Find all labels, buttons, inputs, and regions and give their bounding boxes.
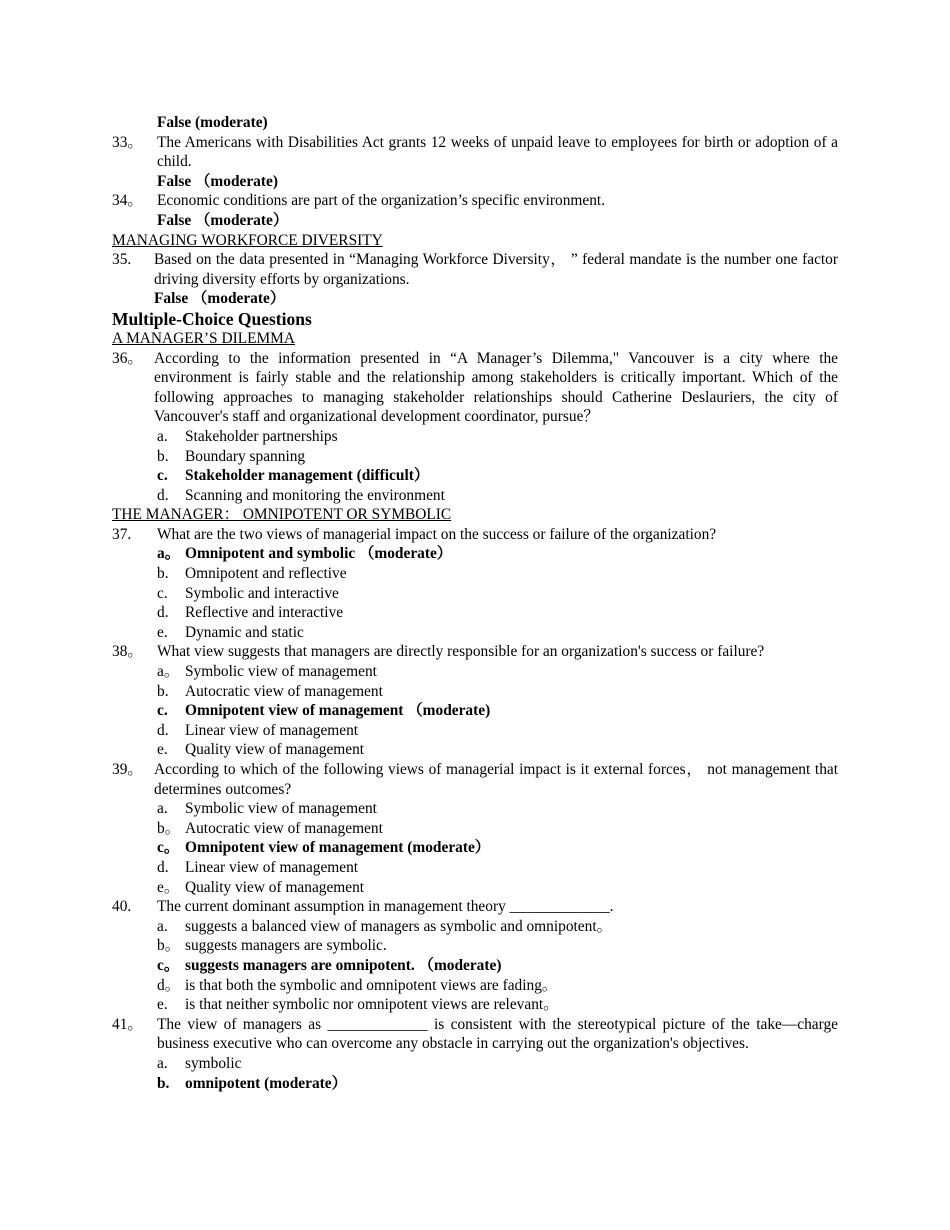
question-41 [112,1015,838,1054]
option-letter: c. [157,467,168,485]
option-letter: c。 [157,839,180,857]
option-letter: a. [157,427,168,445]
option-letter: d。 [157,976,181,994]
option-text: Symbolic view of management [185,663,377,681]
section-managers-dilemma: A MANAGER’S DILEMMA [112,329,295,347]
option-a [112,917,838,937]
option-letter: d. [157,486,169,504]
option-text: Symbolic and interactive [185,584,339,602]
option-d [112,486,838,506]
option-text: suggests managers are symbolic. [185,937,387,955]
option-letter: e. [157,741,168,759]
question-39 [112,760,838,799]
option-d [112,721,838,741]
question-text: The view of managers as _____________ is consistent with the stereotypical picture of the take—charge business executive who can overcome any obstacle in carrying out the organization's objectives. [157,1015,838,1053]
heading-multiple-choice: Multiple-Choice Questions [112,308,312,329]
question-number: 37. [112,525,132,543]
question-text: Based on the data presented in “Managing Workforce Diversity， ” federal mandate is the number one factor driving diversity efforts by organizations. [154,251,838,288]
option-letter: b. [157,1074,170,1092]
option-text: symbolic [185,1054,242,1072]
option-text: is that neither symbolic nor omnipotent views are relevant。 [185,996,559,1014]
option-letter: a. [157,1054,168,1072]
q33-answer: False （moderate) [157,172,278,190]
option-text: Dynamic and static [185,623,304,641]
option-a [112,1054,838,1074]
option-a [112,427,838,447]
option-a [112,799,838,819]
question-33 [112,133,838,172]
option-letter: b。 [157,819,181,837]
option-text: Omnipotent and reflective [185,565,347,583]
option-b-correct [112,1074,838,1094]
question-text: The Americans with Disabilities Act grants 12 weeks of unpaid leave to employees for birth or adoption of a child. [157,133,838,171]
option-c-correct [112,701,838,721]
option-c-correct [112,838,838,858]
option-letter: b. [157,447,169,465]
question-37 [112,525,838,545]
option-letter: a. [157,800,168,818]
option-letter: c. [157,702,168,720]
option-a-correct [112,544,838,564]
option-b [112,682,838,702]
question-text: According to which of the following views of managerial impact is it external forces， not management that determines outcomes? [154,761,838,798]
option-letter: e. [157,996,168,1014]
option-text: Reflective and interactive [185,604,344,622]
option-letter: d. [157,604,169,622]
option-text: Symbolic view of management [185,800,377,818]
option-text: Scanning and monitoring the environment [185,486,445,504]
option-c [112,584,838,604]
question-text: What view suggests that managers are directly responsible for an organization's success or failure? [157,643,765,661]
option-text: Omnipotent view of management （moderate) [185,702,491,720]
option-b [112,819,838,839]
option-letter: b。 [157,937,181,955]
q34-answer: False （moderate） [157,211,289,229]
option-text: suggests managers are omnipotent. （moderate) [185,956,502,974]
option-letter: a。 [157,545,181,563]
question-number: 33。 [112,133,143,151]
question-34 [112,191,838,211]
option-letter: e。 [157,878,180,896]
question-36 [112,349,838,427]
option-text: suggests a balanced view of managers as symbolic and omnipotent。 [185,917,612,935]
question-text: What are the two views of managerial impact on the success or failure of the organization? [157,525,717,543]
question-text: Economic conditions are part of the organization’s specific environment. [157,192,606,210]
q32-answer: False (moderate) [157,114,268,131]
option-a [112,662,838,682]
option-d [112,976,838,996]
option-d [112,858,838,878]
option-b [112,936,838,956]
section-omnipotent-or-symbolic: THE MANAGER： OMNIPOTENT OR SYMBOLIC [112,506,452,524]
question-text: According to the information presented in “A Manager’s Dilemma," Vancouver is a city where the environment is fairly stable and the relationship among stakeholders is critically important. Which of the following approaches to managing stakeholder relationships should Catherine Deslauriers, the city of Vancouver's staff and organizational development coordinator, pursue？ [154,349,838,426]
option-text: Omnipotent view of management (moderate） [185,839,491,857]
section-workforce-diversity: MANAGING WORKFORCE DIVERSITY [112,231,383,249]
question-number: 39。 [112,761,143,778]
option-letter: a。 [157,663,180,681]
option-letter: b. [157,565,169,583]
option-letter: d. [157,858,169,876]
option-b [112,564,838,584]
option-text: is that both the symbolic and omnipotent views are fading。 [185,976,558,994]
question-number: 38。 [112,643,143,661]
option-text: Autocratic view of management [185,682,383,700]
question-text: The current dominant assumption in management theory _____________. [157,898,614,916]
option-e [112,878,838,898]
option-letter: c。 [157,956,180,974]
option-letter: b. [157,682,169,700]
option-text: Quality view of management [185,878,365,896]
question-40 [112,897,838,917]
option-letter: e. [157,623,168,641]
option-text: Stakeholder management (difficult） [185,467,430,485]
option-e [112,623,838,643]
document-page [112,113,838,1093]
question-number: 34。 [112,192,143,210]
option-text: Autocratic view of management [185,819,383,837]
question-number: 36。 [112,349,143,367]
option-c-correct [112,466,838,486]
question-35 [112,250,838,289]
option-text: Omnipotent and symbolic （moderate） [185,545,453,563]
q35-answer: False （moderate） [154,290,286,308]
option-d [112,603,838,623]
option-letter: a. [157,917,168,935]
question-number: 41。 [112,1015,143,1033]
option-text: Stakeholder partnerships [185,427,338,445]
option-e [112,995,838,1015]
option-text: Linear view of management [185,721,359,739]
question-number: 40. [112,898,132,916]
option-letter: c. [157,584,168,602]
option-b [112,447,838,467]
option-c-correct [112,956,838,976]
option-e [112,740,838,760]
option-text: Quality view of management [185,741,365,759]
question-38 [112,642,838,662]
question-number: 35. [112,251,132,269]
option-text: Linear view of management [185,858,359,876]
option-text: omnipotent (moderate） [185,1074,347,1092]
option-letter: d. [157,721,169,739]
option-text: Boundary spanning [185,447,306,465]
